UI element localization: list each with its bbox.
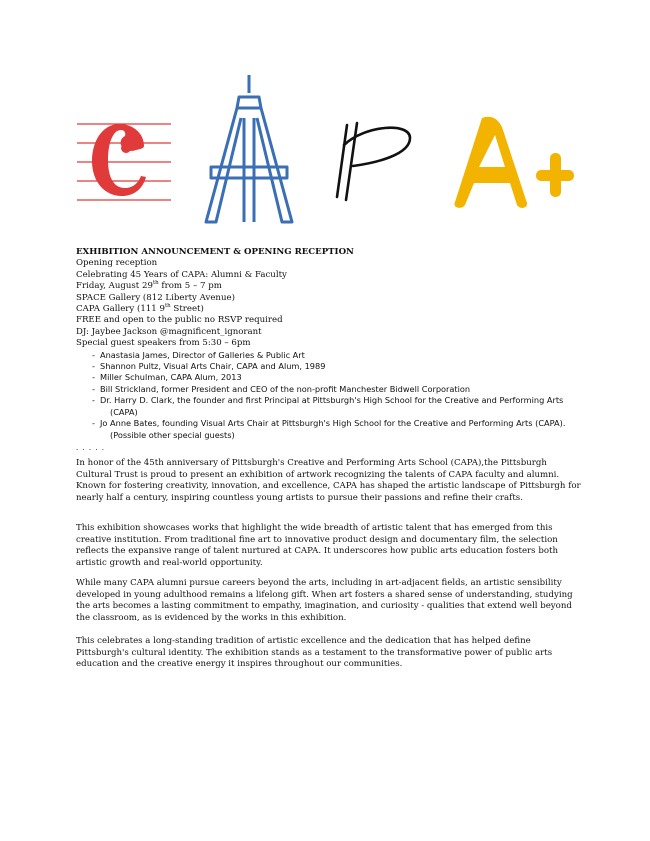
speaker-text-continued: (Possible other special guests) — [110, 429, 235, 440]
reception-line: Opening reception — [76, 258, 158, 269]
dj-line: DJ: Jaybee Jackson @magnificent_ignorant — [76, 326, 262, 337]
date-line — [76, 281, 576, 292]
c-music-staff-letter — [77, 124, 171, 200]
speaker-item: - Miller Schulman, CAPA Alum, 2013 — [90, 372, 576, 383]
paragraph-alumni: While many CAPA alumni pursue careers beyond the arts, including in art-adjacent fields, an artistic sensibility developed in young adulthood remains a lifelong gift. When art fosters a shared sense of understanding, studying the arts becomes a lasting commitment to empathy, imagination, and curiosity - qualities that extend well beyond the classroom, as is evidenced by the works in this exhibition. — [76, 578, 573, 623]
dot-separator: . . . . . — [76, 443, 106, 452]
speaker-list — [76, 350, 576, 441]
venue2-suffix: Street) — [170, 304, 204, 315]
time-range: from 5 – 7 pm — [158, 281, 222, 292]
handwritten-letter-p — [337, 123, 410, 200]
speaker-item: - Anastasia James, Director of Galleries & Public Art — [90, 350, 576, 361]
easel-letter-a — [206, 75, 292, 222]
celebration-line: Celebrating 45 Years of CAPA: Alumni & Faculty — [76, 269, 287, 280]
paragraph-showcase: This exhibition showcases works that highlight the wide breadth of artistic talent that has emerged from this creative institution. From traditional fine art to innovative product design and documentary film, the selection reflects the expansive range of talent nurtured at CAPA. It underscores how public arts education fosters both artistic growth and real-world opportunity. — [76, 523, 558, 568]
speakers-intro: Special guest speakers from 5:30 – 6pm — [76, 338, 251, 349]
speaker-item: - Shannon Pultz, Visual Arts Chair, CAPA and Alum, 1989 — [90, 361, 576, 372]
venue2-sup: th — [164, 303, 171, 310]
speaker-item — [90, 395, 576, 418]
venue-space-gallery: SPACE Gallery (812 Liberty Avenue) — [76, 292, 235, 303]
speaker-text: - Dr. Harry D. Clark, the founder and first Principal at Pittsburgh's High School for the Creative and Performing Arts — [100, 395, 564, 406]
capa-logo — [0, 0, 650, 240]
speaker-text: - Jo Anne Bates, founding Visual Arts Chair at Pittsburgh's High School for the Creative and Performing Arts (CAPA). — [100, 418, 566, 429]
speaker-text-continued: (CAPA) — [110, 406, 138, 417]
speaker-item — [90, 418, 576, 441]
yellow-letter-a-plus — [454, 117, 574, 208]
venue2-prefix: CAPA Gallery (111 9 — [76, 304, 165, 315]
date-prefix: Friday, August 29 — [76, 281, 153, 292]
free-admission-line: FREE and open to the public no RSVP required — [76, 315, 283, 326]
announcement-heading: EXHIBITION ANNOUNCEMENT & OPENING RECEPTION — [76, 247, 354, 257]
venue-capa-gallery — [76, 304, 576, 315]
paragraph-anniversary: In honor of the 45th anniversary of Pittsburgh's Creative and Performing Arts School (CAPA),the Pittsburgh Cultural Trust is proud to present an exhibition of artwork recognizing the talents of CAPA faculty and alumni. Known for fostering creativity, innovation, and excellence, CAPA has shaped the artistic landscape of Pittsburgh for nearly half a century, inspiring countless young artists to pursue their passions and refine their crafts. — [76, 458, 581, 503]
date-suffix-sup: th — [152, 280, 159, 287]
paragraph-tradition: This celebrates a long-standing tradition of artistic excellence and the dedication that has helped define Pittsburgh's cultural identity. The exhibition stands as a testament to the transformative power of public arts education and the creative energy it inspires throughout our communities. — [76, 636, 553, 670]
announcement-details — [76, 247, 576, 454]
speaker-item: - Bill Strickland, former President and CEO of the non-profit Manchester Bidwell Corporation — [90, 384, 576, 395]
